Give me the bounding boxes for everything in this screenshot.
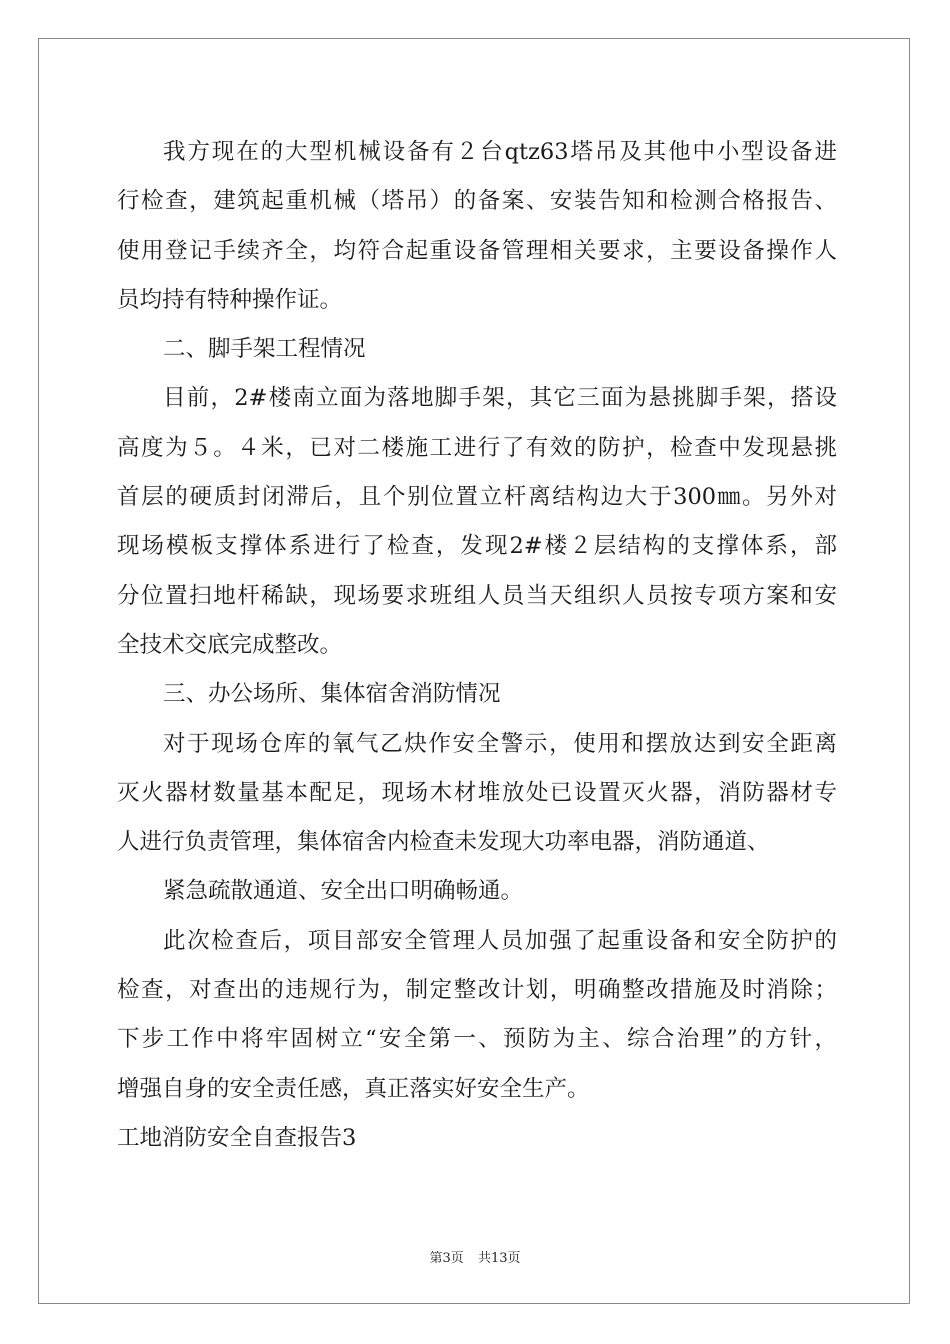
paragraph-line: 高度为５。４米，已对二楼施工进行了有效的防护，检查中发现悬挑 — [117, 434, 837, 461]
paragraph-line: 首层的硬质封闭滞后，且个别位置立杆离结构边大于300㎜。另外对 — [117, 484, 837, 511]
document-body — [117, 128, 837, 1163]
paragraph-line: 员均持有特种操作证。 — [117, 286, 343, 313]
paragraph-line: 增强自身的安全责任感，真正落实好安全生产。 — [117, 1075, 590, 1102]
section-heading: 三、办公场所、集体宿舍消防情况 — [163, 681, 501, 708]
report-title: 工地消防安全自查报告3 — [117, 1124, 357, 1151]
paragraph-line: 使用登记手续齐全，均符合起重设备管理相关要求，主要设备操作人 — [117, 237, 837, 264]
paragraph-line: 目前，2#楼南立面为落地脚手架，其它三面为悬挑脚手架，搭设 — [163, 385, 837, 412]
paragraph-line: 对于现场仓库的氧气乙炔作安全警示，使用和摆放达到安全距离 — [163, 730, 837, 757]
paragraph-line: 灭火器材数量基本配足，现场木材堆放处已设置灭火器，消防器材专 — [117, 779, 837, 806]
paragraph-line: 行检查，建筑起重机械（塔吊）的备案、安装告知和检测合格报告、 — [117, 188, 837, 215]
paragraph-line: 我方现在的大型机械设备有２台qtz63塔吊及其他中小型设备进 — [163, 139, 837, 165]
paragraph-line: 检查，对查出的违规行为，制定整改计划，明确整改措施及时消除； — [117, 977, 837, 1004]
paragraph-line: 人进行负责管理，集体宿舍内检查未发现大功率电器，消防通道、 — [117, 829, 770, 856]
page-total: 共13页 — [477, 1251, 521, 1266]
paragraph-line: 下步工作中将牢固树立“安全第一、预防为主、综合治理”的方针， — [117, 1026, 837, 1053]
paragraph-line: 紧急疏散通道、安全出口明确畅通。 — [163, 878, 524, 905]
paragraph-line: 此次检查后，项目部安全管理人员加强了起重设备和安全防护的 — [163, 927, 837, 954]
section-heading: 二、脚手架工程情况 — [163, 336, 366, 363]
paragraph-line: 现场模板支撑体系进行了检查，发现2#楼２层结构的支撑体系，部 — [117, 533, 837, 560]
page-number: 第3页 — [429, 1251, 464, 1266]
paragraph-line: 全技术交底完成整改。 — [117, 631, 343, 658]
paragraph-line: 分位置扫地杆稀缺，现场要求班组人员当天组织人员按专项方案和安 — [117, 582, 837, 609]
page-footer — [0, 1247, 950, 1266]
